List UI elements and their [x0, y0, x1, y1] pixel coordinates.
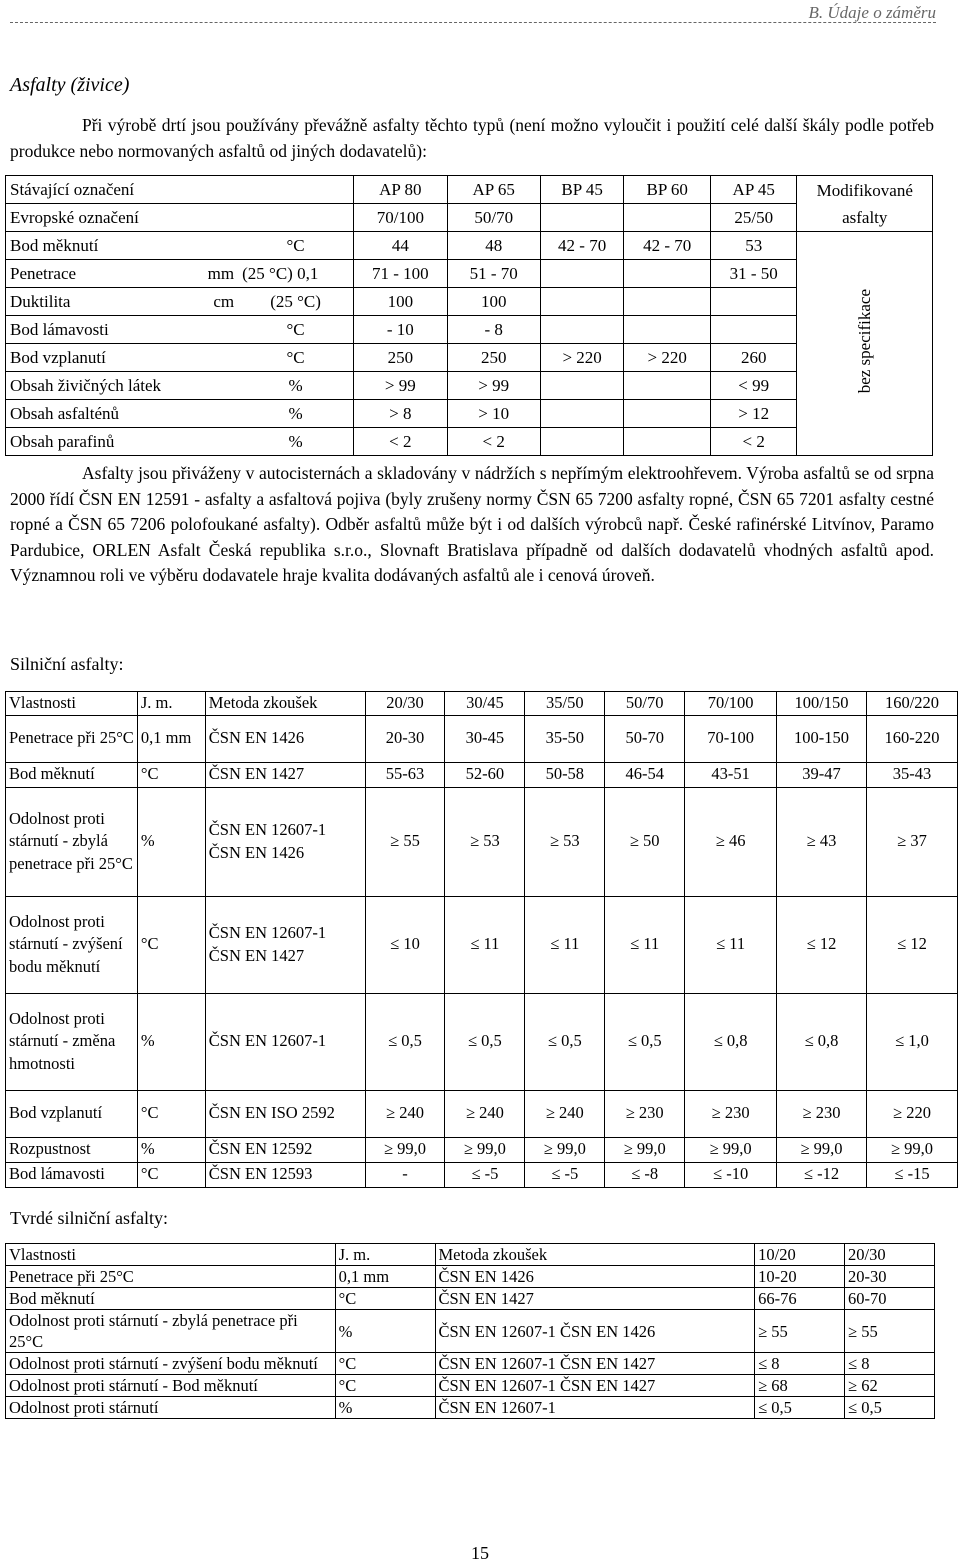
- table-cell: ≤ 11: [685, 896, 777, 993]
- table-header-cell: Vlastnosti: [6, 692, 138, 716]
- table-cell: Odolnost proti stárnutí - změna hmotnosti: [6, 993, 138, 1090]
- table-cell: > 220: [540, 344, 624, 372]
- table-cell: [624, 204, 711, 232]
- table-cell: ≥ 99,0: [866, 1137, 957, 1162]
- table-cell: Bod vzplanutí: [6, 1090, 138, 1137]
- table-cell: 42 - 70: [624, 232, 711, 260]
- table-cell: [540, 316, 624, 344]
- table-cell: Evropské označení: [6, 204, 166, 232]
- table-row: [6, 1266, 935, 1288]
- table-cell: ≤ -10: [685, 1162, 777, 1187]
- table-cell: Odolnost proti stárnutí - Bod měknutí: [6, 1375, 336, 1397]
- table-cell: 42 - 70: [540, 232, 624, 260]
- table-row: [6, 1353, 935, 1375]
- table-cell: 250: [354, 344, 448, 372]
- table-cell: [165, 344, 238, 372]
- table-cell: [540, 428, 624, 456]
- table-cell: AP 80: [354, 176, 448, 204]
- no-specification-cell: [797, 232, 933, 456]
- table-cell: ≥ 230: [605, 1090, 685, 1137]
- table-header-cell: 100/150: [777, 692, 867, 716]
- table-cell: °C: [238, 344, 353, 372]
- table-cell: < 99: [710, 372, 797, 400]
- table-cell: 100: [354, 288, 448, 316]
- table-cell: [540, 400, 624, 428]
- table-row: [6, 372, 933, 400]
- body-paragraph: Asfalty jsou přiváženy v autocisternách a skladovány v nádržích s nepřímým elektroohřevem. Výroba asfaltů se od srpna 2000 řídí ČSN EN 12591 - asfalty a asfaltová pojiva (byly zrušeny normy ČSN 65 7200 asfalty ropné, ČSN 65 7201 asfalty cestné ropné a ČSN 65 7206 polofoukané asfalty). Odběr asfaltů může být i od dalších výrobců např. České rafinérské Litvínov, Paramo Pardubice, ORLEN Asfalt Česká republika s.r.o., Slovnaft Bratislava případně od dalších dodavatelů vhodných asfaltů apod. Významnou roli ve výběru dodavatele hraje kvalita dodávaných asfaltů ale i cenová úroveň.: [10, 463, 934, 585]
- table-row: [6, 232, 933, 260]
- table-cell: [165, 204, 238, 232]
- table-cell: Obsah živičných látek: [6, 372, 166, 400]
- table-cell: °C: [238, 232, 353, 260]
- table-cell: ČSN EN 12607-1 ČSN EN 1427: [435, 1375, 755, 1397]
- table-cell: %: [137, 1137, 205, 1162]
- table-cell: 60-70: [845, 1288, 935, 1310]
- table-cell: Bod měknutí: [6, 1288, 336, 1310]
- table-row: [6, 428, 933, 456]
- table-cell: Penetrace: [6, 260, 166, 288]
- table-cell: ≤ 8: [755, 1353, 845, 1375]
- table-cell: ≤ 12: [866, 896, 957, 993]
- table-header-cell: J. m.: [335, 1244, 435, 1266]
- table-cell: ≥ 99,0: [777, 1137, 867, 1162]
- table-cell: ČSN EN 12607-1: [435, 1397, 755, 1419]
- table-cell: > 220: [624, 344, 711, 372]
- table-cell: Stávající označení: [6, 176, 166, 204]
- table-cell: 39-47: [777, 762, 867, 787]
- table-cell: - 10: [354, 316, 448, 344]
- table-cell: ≤ 0,5: [755, 1397, 845, 1419]
- table-row: [6, 896, 958, 993]
- table-cell: ≤ 0,5: [445, 993, 525, 1090]
- table-cell: BP 60: [624, 176, 711, 204]
- page-number: 15: [471, 1543, 489, 1563]
- table-cell: %: [238, 400, 353, 428]
- table-cell: ČSN EN 12607-1 ČSN EN 1427: [435, 1353, 755, 1375]
- table-cell: AP 45: [710, 176, 797, 204]
- table-cell: ≥ 240: [525, 1090, 605, 1137]
- table-cell: ≥ 55: [845, 1310, 935, 1353]
- table-cell: > 12: [710, 400, 797, 428]
- table-cell: (25 °C): [238, 288, 353, 316]
- table-header-cell: 50/70: [605, 692, 685, 716]
- table-cell: Bod lámavosti: [6, 1162, 138, 1187]
- table-cell: -: [365, 1162, 445, 1187]
- table-cell: [624, 260, 711, 288]
- table-cell: %: [335, 1397, 435, 1419]
- table-cell: Penetrace při 25°C: [6, 715, 138, 762]
- road-asphalts-title: Silniční asfalty:: [10, 654, 124, 674]
- table-cell: [238, 204, 353, 232]
- table-row: [6, 1375, 935, 1397]
- table-cell: [624, 288, 711, 316]
- table-cell: < 2: [710, 428, 797, 456]
- table-cell: [540, 288, 624, 316]
- table-header-cell: 30/45: [445, 692, 525, 716]
- table-cell: ≤ -15: [866, 1162, 957, 1187]
- table-header-cell: 160/220: [866, 692, 957, 716]
- table-cell: 35-50: [525, 715, 605, 762]
- table-cell: 35-43: [866, 762, 957, 787]
- table-cell: [165, 176, 238, 204]
- table-cell: ≤ 0,8: [777, 993, 867, 1090]
- table-cell: < 2: [354, 428, 448, 456]
- table-cell: BP 45: [540, 176, 624, 204]
- table-cell: ČSN EN 12593: [205, 1162, 365, 1187]
- table-header-cell: 35/50: [525, 692, 605, 716]
- table-cell: ≤ 11: [525, 896, 605, 993]
- table-cell: ČSN EN 12607-1 ČSN EN 1427: [205, 896, 365, 993]
- table-cell: %: [137, 787, 205, 896]
- table-cell: ≥ 37: [866, 787, 957, 896]
- table-cell: Bod vzplanutí: [6, 344, 166, 372]
- table-cell: 0,1 mm: [137, 715, 205, 762]
- table-cell: ≤ 0,5: [605, 993, 685, 1090]
- table-header-cell: Metoda zkoušek: [205, 692, 365, 716]
- road-asphalts-table: [5, 691, 958, 1188]
- table-cell: [624, 400, 711, 428]
- table-cell: 10-20: [755, 1266, 845, 1288]
- table-cell: 50/70: [447, 204, 540, 232]
- table-cell: (25 °C) 0,1: [238, 260, 353, 288]
- modified-asphalts-label: Modifikované asfalty: [816, 180, 913, 227]
- table-cell: ČSN EN 12607-1 ČSN EN 1426: [435, 1310, 755, 1353]
- table-cell: 25/50: [710, 204, 797, 232]
- table-cell: [165, 372, 238, 400]
- table-cell: [165, 232, 238, 260]
- table-cell: ≤ 11: [605, 896, 685, 993]
- table-cell: 53: [710, 232, 797, 260]
- table-cell: ČSN EN 1427: [205, 762, 365, 787]
- table-row: [6, 715, 958, 762]
- table-cell: %: [238, 372, 353, 400]
- table-cell: ≥ 62: [845, 1375, 935, 1397]
- table-cell: Bod měknutí: [6, 762, 138, 787]
- table-row: [6, 1397, 935, 1419]
- table-cell: [624, 428, 711, 456]
- table-cell: Odolnost proti stárnutí: [6, 1397, 336, 1419]
- table-header-row: [6, 1244, 935, 1266]
- no-specification-label: bez specifikace: [854, 288, 874, 394]
- table-cell: [165, 428, 238, 456]
- table-cell: 100: [447, 288, 540, 316]
- table-row: [6, 316, 933, 344]
- table-cell: °C: [238, 316, 353, 344]
- table-cell: 48: [447, 232, 540, 260]
- table-row: [6, 762, 958, 787]
- table-cell: ≥ 99,0: [445, 1137, 525, 1162]
- table-cell: ≤ 8: [845, 1353, 935, 1375]
- table-cell: °C: [335, 1288, 435, 1310]
- table-cell: ≥ 68: [755, 1375, 845, 1397]
- table-cell: ≤ -5: [445, 1162, 525, 1187]
- table-cell: °C: [137, 1162, 205, 1187]
- table-cell: Bod měknutí: [6, 232, 166, 260]
- table-cell: %: [335, 1310, 435, 1353]
- table-cell: 46-54: [605, 762, 685, 787]
- table-row: [6, 1090, 958, 1137]
- table-cell: Odolnost proti stárnutí - zbylá penetrace při 25°C: [6, 1310, 336, 1353]
- table-cell: ČSN EN 1427: [435, 1288, 755, 1310]
- table-cell: 55-63: [365, 762, 445, 787]
- table-cell: Duktilita: [6, 288, 166, 316]
- table-cell: ≥ 46: [685, 787, 777, 896]
- table-cell: [540, 372, 624, 400]
- table-cell: 52-60: [445, 762, 525, 787]
- table-cell: %: [238, 428, 353, 456]
- modified-asphalts-cell: [797, 176, 933, 232]
- table-cell: ≤ 11: [445, 896, 525, 993]
- table-cell: Obsah parafinů: [6, 428, 166, 456]
- table-cell: Rozpustnost: [6, 1137, 138, 1162]
- table-cell: ≤ 0,5: [365, 993, 445, 1090]
- table-cell: °C: [335, 1353, 435, 1375]
- table-cell: 20-30: [845, 1266, 935, 1288]
- table-cell: ČSN EN ISO 2592: [205, 1090, 365, 1137]
- table-row: [6, 400, 933, 428]
- table-cell: ≤ 12: [777, 896, 867, 993]
- table-header-cell: 20/30: [845, 1244, 935, 1266]
- table-cell: AP 65: [447, 176, 540, 204]
- table-cell: 50-70: [605, 715, 685, 762]
- table-cell: 0,1 mm: [335, 1266, 435, 1288]
- table-cell: 31 - 50: [710, 260, 797, 288]
- table-cell: 30-45: [445, 715, 525, 762]
- table-cell: [540, 260, 624, 288]
- table-cell: ≥ 240: [365, 1090, 445, 1137]
- table-header-cell: J. m.: [137, 692, 205, 716]
- table-cell: mm: [165, 260, 238, 288]
- table-cell: 50-58: [525, 762, 605, 787]
- table-cell: 44: [354, 232, 448, 260]
- table-cell: ≤ 0,5: [525, 993, 605, 1090]
- table-cell: ≤ -12: [777, 1162, 867, 1187]
- table-cell: > 8: [354, 400, 448, 428]
- table-cell: 70-100: [685, 715, 777, 762]
- table-header-cell: 10/20: [755, 1244, 845, 1266]
- table-cell: ≥ 230: [777, 1090, 867, 1137]
- table-cell: > 99: [447, 372, 540, 400]
- table-cell: [710, 316, 797, 344]
- table-row: [6, 260, 933, 288]
- table-cell: ≤ 10: [365, 896, 445, 993]
- table-cell: ≥ 240: [445, 1090, 525, 1137]
- table-cell: °C: [137, 896, 205, 993]
- table-header-row: [6, 692, 958, 716]
- table-cell: > 99: [354, 372, 448, 400]
- section-title: Asfalty (živice): [10, 74, 130, 96]
- table-row: [6, 1288, 935, 1310]
- header-rule: [10, 22, 936, 23]
- table-row: [6, 787, 958, 896]
- table-cell: 20-30: [365, 715, 445, 762]
- table-cell: ČSN EN 12592: [205, 1137, 365, 1162]
- table-row: [6, 176, 933, 204]
- table-row: [6, 288, 933, 316]
- table-cell: ČSN EN 12607-1 ČSN EN 1426: [205, 787, 365, 896]
- table-cell: [540, 204, 624, 232]
- table-row: [6, 344, 933, 372]
- table-cell: ČSN EN 1426: [435, 1266, 755, 1288]
- table-cell: ≥ 43: [777, 787, 867, 896]
- table-row: [6, 1162, 958, 1187]
- table-cell: [165, 400, 238, 428]
- intro-paragraph: Při výrobě drtí jsou používány převážně asfalty těchto typů (není možno vyloučit i použití celé další škály podle potřeb produkce nebo normovaných asfaltů od jiných dodavatelů):: [10, 115, 934, 161]
- table-cell: 160-220: [866, 715, 957, 762]
- table-cell: ≤ -8: [605, 1162, 685, 1187]
- table-cell: [165, 316, 238, 344]
- table-cell: Bod lámavosti: [6, 316, 166, 344]
- table-cell: 250: [447, 344, 540, 372]
- table-header-cell: 70/100: [685, 692, 777, 716]
- table-cell: ≥ 55: [755, 1310, 845, 1353]
- table-row: [6, 993, 958, 1090]
- asphalt-types-table: [5, 175, 933, 456]
- table-cell: ≥ 230: [685, 1090, 777, 1137]
- table-header-cell: Vlastnosti: [6, 1244, 336, 1266]
- table-cell: °C: [335, 1375, 435, 1397]
- table-cell: 66-76: [755, 1288, 845, 1310]
- table-cell: %: [137, 993, 205, 1090]
- table-cell: 100-150: [777, 715, 867, 762]
- table-cell: Obsah asfalténů: [6, 400, 166, 428]
- table-cell: 51 - 70: [447, 260, 540, 288]
- table-cell: ≥ 53: [445, 787, 525, 896]
- table-cell: ≥ 99,0: [605, 1137, 685, 1162]
- table-cell: Penetrace při 25°C: [6, 1266, 336, 1288]
- table-cell: ≥ 99,0: [525, 1137, 605, 1162]
- table-cell: ≥ 53: [525, 787, 605, 896]
- table-cell: ≤ -5: [525, 1162, 605, 1187]
- table-cell: Odolnost proti stárnutí - zbylá penetrace při 25°C: [6, 787, 138, 896]
- hard-asphalts-title: Tvrdé silniční asfalty:: [10, 1208, 168, 1228]
- table-cell: ≤ 1,0: [866, 993, 957, 1090]
- table-cell: Odolnost proti stárnutí - zvýšení bodu měknutí: [6, 896, 138, 993]
- table-cell: [624, 372, 711, 400]
- table-cell: °C: [137, 1090, 205, 1137]
- table-cell: 71 - 100: [354, 260, 448, 288]
- table-cell: > 10: [447, 400, 540, 428]
- table-cell: ≤ 0,8: [685, 993, 777, 1090]
- table-cell: °C: [137, 762, 205, 787]
- table-cell: - 8: [447, 316, 540, 344]
- table-cell: ≥ 50: [605, 787, 685, 896]
- table-cell: 70/100: [354, 204, 448, 232]
- table-row: [6, 1310, 935, 1353]
- table-cell: ≤ 0,5: [845, 1397, 935, 1419]
- hard-asphalts-table: [5, 1243, 935, 1419]
- table-cell: 43-51: [685, 762, 777, 787]
- table-cell: ≥ 55: [365, 787, 445, 896]
- table-row: [6, 204, 933, 232]
- table-header-cell: 20/30: [365, 692, 445, 716]
- table-cell: < 2: [447, 428, 540, 456]
- table-cell: ≥ 220: [866, 1090, 957, 1137]
- table-header-cell: Metoda zkoušek: [435, 1244, 755, 1266]
- table-cell: cm: [165, 288, 238, 316]
- table-cell: ČSN EN 12607-1: [205, 993, 365, 1090]
- table-cell: [624, 316, 711, 344]
- table-cell: [238, 176, 353, 204]
- page-header: [10, 0, 936, 24]
- table-cell: 260: [710, 344, 797, 372]
- table-cell: [710, 288, 797, 316]
- header-title: B. Údaje o záměru: [808, 3, 936, 22]
- table-cell: ≥ 99,0: [685, 1137, 777, 1162]
- table-cell: ČSN EN 1426: [205, 715, 365, 762]
- table-row: [6, 1137, 958, 1162]
- table-cell: Odolnost proti stárnutí - zvýšení bodu měknutí: [6, 1353, 336, 1375]
- table-cell: ≥ 99,0: [365, 1137, 445, 1162]
